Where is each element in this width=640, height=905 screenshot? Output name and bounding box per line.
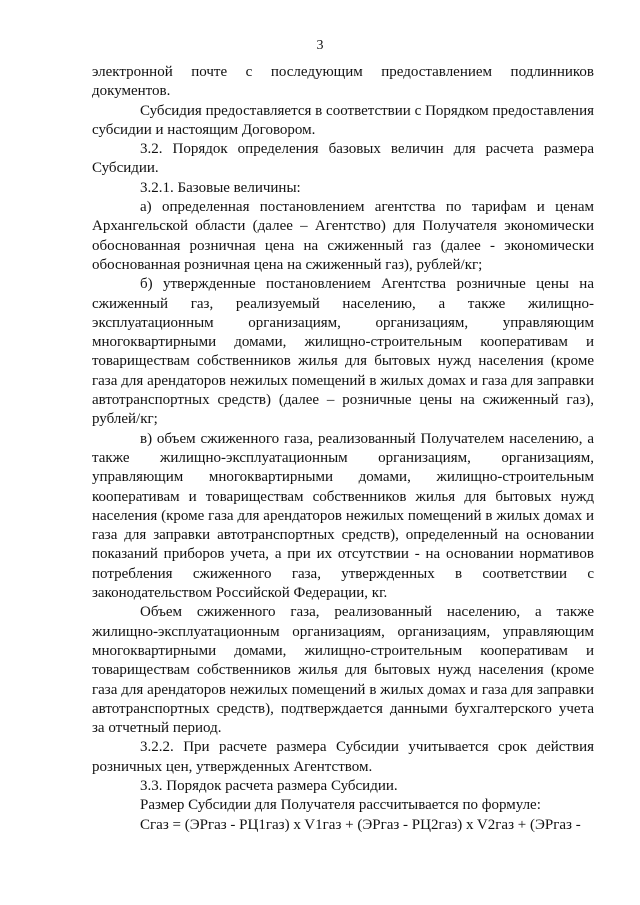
paragraph-subsidy-basis: Субсидия предоставляется в соответствии с Порядком предоставления субсидии и настоящим Договором. bbox=[92, 102, 594, 138]
paragraph-item-v: в) объем сжиженного газа, реализованный Получателем населению, а также жилищно-эксплуатационным организациям, организациям, управляющим многоквартирными домами, жилищно-строительным кооперативам и товариществам собственников жилья для бытовых нужд населения (кроме газа для арендаторов нежилых помещений в жилых домах и газа для заправки автотранспортных средств), определенный на основании показаний приборов учета, а при их отсутствии - на основании нормативов потребления сжиженного газа, утвержденных в соответствии с законодательством Российской Федерации, кг. bbox=[92, 430, 594, 602]
paragraph-section-3-3: 3.3. Порядок расчета размера Субсидии. bbox=[140, 777, 398, 794]
paragraph-item-a: а) определенная постановлением агентства по тарифам и ценам Архангельской области (далее – Агентство) для Получателя экономически обоснованная розничная цена на сжиженный газ (далее - экономически обоснованная розничная цена на сжиженный газ), рублей/кг; bbox=[92, 199, 594, 273]
paragraph-section-3-2-2: 3.2.2. При расчете размера Субсидии учитывается срок действия розничных цен, утвержденных Агентством. bbox=[92, 739, 594, 775]
paragraph-volume-confirmation: Объем сжиженного газа, реализованный населению, а также жилищно-эксплуатационным организациям, организациям, управляющим многоквартирными домами, жилищно-строительным кооперативам и товариществам собственников жилья для бытовых нужд населения (кроме газа для арендаторов нежилых помещений в жилых домах и газа для заправки автотранспортных средств), подтверждается данными бухгалтерского учета за отчетный период. bbox=[92, 604, 594, 737]
paragraph-continuation: электронной почте с последующим предоставлением подлинников документов. bbox=[92, 64, 594, 100]
paragraph-section-3-2-1: 3.2.1. Базовые величины: bbox=[140, 179, 301, 196]
formula-line: Сгаз = (ЭРгаз - РЦ1газ) x V1газ + (ЭРгаз - РЦ2газ) x V2газ + (ЭРгаз - bbox=[140, 816, 581, 833]
paragraph-section-3-2: 3.2. Порядок определения базовых величин для расчета размера Субсидии. bbox=[92, 141, 594, 177]
paragraph-item-b: б) утвержденные постановлением Агентства розничные цены на сжиженный газ, реализуемый населению, а также жилищно-эксплуатационным организациям, организациям, управляющим многоквартирными домами, жилищно-строительным кооперативам и товариществам собственников жилья для бытовых нужд населения (кроме газа для арендаторов нежилых помещений в жилых домах и газа для заправки автотранспортных средств) (далее – розничные цены на сжиженный газ), рублей/кг; bbox=[92, 276, 594, 428]
paragraph-formula-intro: Размер Субсидии для Получателя рассчитывается по формуле: bbox=[140, 797, 541, 814]
page-number: 3 bbox=[316, 38, 324, 53]
document-body bbox=[92, 63, 594, 835]
